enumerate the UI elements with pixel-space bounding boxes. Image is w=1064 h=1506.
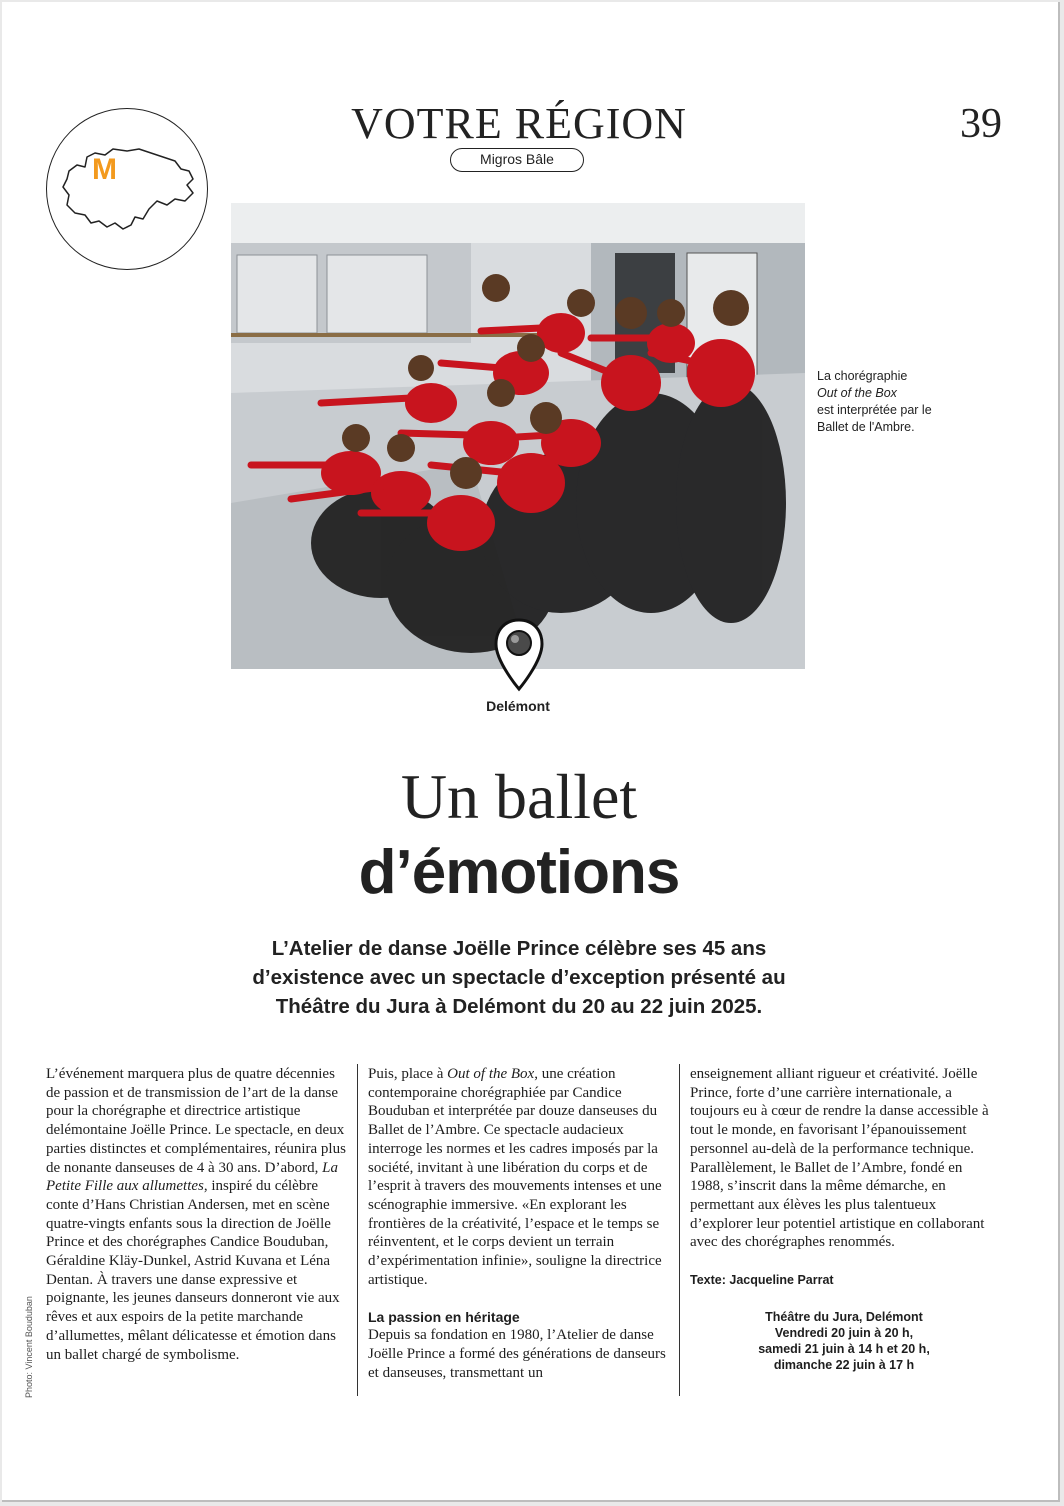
article-column-3: [690, 1065, 990, 1373]
paragraph: Depuis sa fondation en 1980, l’Atelier de danse Joëlle Prince a formé des générations de danseurs et danseuses, transmettant un: [368, 1327, 666, 1381]
headline-bold: d’émotions: [358, 838, 680, 907]
paragraph: enseignement alliant rigueur et créativité. Joëlle Prince, forte d’une carrière internationale, a toujours eu à cœur de rendre la danse accessible à tout le monde, en favorisant l’épanouissement personnel au-delà de la performance technique. Parallèlement, le Ballet de l’Ambre, fondé en 1988, s’inscrit dans la même démarche, en permettant aux élèves les plus talentueux d’explorer leur potentiel artistique en collaborant avec des chorégraphes renommés.: [690, 1066, 989, 1251]
switzerland-map-icon: [47, 109, 209, 271]
text-run: , inspiré du célèbre conte d’Hans Christian Andersen, met en scène quatre-vingts enfants sous la direction de Joëlle Prince et des chorégraphes Candice Bouduban, Géraldine Kläy-Dunkel, Astrid Kuvana et Léna Dentan. À travers une danse expressive et poignante, les jeunes danseurs donneront vie aux rêves et aux espoirs de la petite marchande d’allumettes, mêlant délicatesse et émotion dans un ballet chargé de symbolisme.: [46, 1178, 340, 1363]
section-title: VOTRE RÉGION: [351, 99, 687, 148]
event-date: Vendredi 20 juin à 20 h,: [774, 1325, 914, 1340]
subheading: La passion en héritage: [368, 1309, 520, 1326]
article-column-2: [368, 1065, 666, 1383]
page-number: 39: [960, 101, 1002, 147]
photo-credit: Photo: Vincent Bouduban: [24, 1296, 34, 1398]
region-badge: [46, 108, 208, 270]
author-credit: Texte: Jacqueline Parrat: [690, 1273, 834, 1288]
migros-logo: M: [92, 153, 117, 186]
photo-caption: [817, 368, 947, 436]
caption-rest: est interprétée par le Ballet de l'Ambre.: [817, 403, 932, 434]
caption-line: La chorégraphie: [817, 369, 908, 383]
work-title: La Petite Fille aux allumettes: [46, 1159, 339, 1195]
region-pill: Migros Bâle: [450, 148, 584, 172]
column-divider: [357, 1064, 358, 1396]
text-run: Puis, place à: [368, 1066, 448, 1082]
dancers-photo: [231, 203, 805, 669]
magazine-page: [2, 2, 1060, 1502]
caption-title: Out of the Box: [817, 386, 897, 400]
map-pin-icon: [493, 617, 545, 693]
event-date: samedi 21 juin à 14 h et 20 h,: [758, 1341, 930, 1356]
event-date: dimanche 22 juin à 17 h: [773, 1357, 915, 1372]
text-run: L’événement marquera plus de quatre décennies de passion et de transmission de l’art de la danse pour la chorégraphe et directrice artistique delémontaine Joëlle Prince. Le spectacle, en deux parties distinctes et complémentaires, réunira plus de nonante danseuses de 4 à 30 ans. D’abord,: [46, 1066, 346, 1176]
article-lead: L’Atelier de danse Joëlle Prince célèbre ses 45 ans d’existence avec un spectacle d’exception présenté au Théâtre du Jura à Delémont du 20 au 22 juin 2025.: [252, 937, 786, 1018]
headline-light: Un ballet: [400, 761, 638, 832]
event-info: [690, 1309, 990, 1373]
location-label: Delémont: [486, 698, 550, 714]
paragraph: [368, 1065, 666, 1289]
column-divider: [679, 1064, 680, 1396]
event-venue: Théâtre du Jura, Delémont: [765, 1309, 923, 1324]
paragraph: [46, 1065, 346, 1364]
article-column-1: [46, 1065, 346, 1364]
work-title: Out of the Box: [447, 1066, 535, 1082]
text-run: , une création contemporaine chorégraphiée par Candice Bouduban et interprétée par douze danseuses du Ballet de l’Ambre. Ce spectacle audacieux interroge les normes et les cadres imposés par la société, invitant à une libération du corps et de l’esprit à travers des mouvements intenses et une scénographie immersive. «En explorant les frontières de la créativité, l’espace et le temps se réinventent, et le corps devient un terrain d’expérimentation infinie», souligne la directrice artistique.: [368, 1066, 662, 1288]
